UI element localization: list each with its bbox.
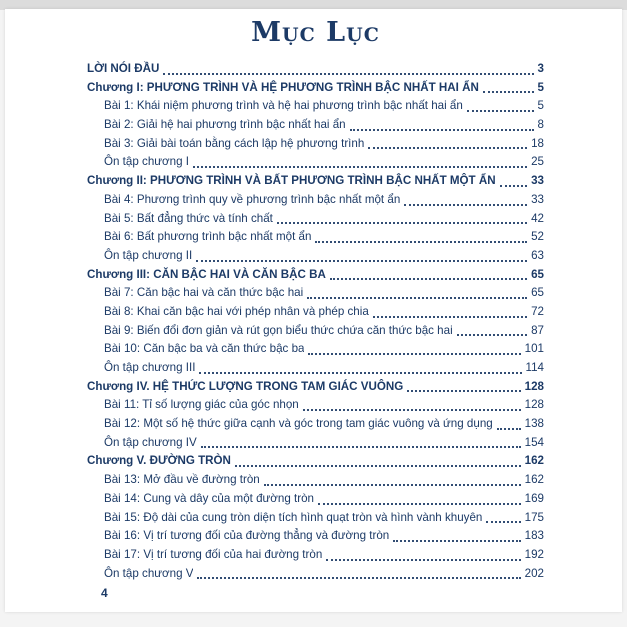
toc-list bbox=[87, 60, 544, 583]
toc-entry-page: 162 bbox=[524, 473, 544, 487]
dot-leader bbox=[196, 260, 527, 262]
toc-entry bbox=[87, 378, 544, 397]
toc-entry-label: Chương III: CĂN BẬC HAI VÀ CĂN BẬC BA bbox=[87, 267, 326, 281]
toc-entry bbox=[87, 359, 544, 378]
toc-entry-page: 175 bbox=[524, 510, 544, 524]
dot-leader bbox=[368, 147, 527, 149]
toc-entry-page: 8 bbox=[537, 118, 544, 132]
dot-leader bbox=[467, 110, 534, 112]
toc-entry bbox=[87, 247, 544, 266]
toc-entry bbox=[87, 471, 544, 490]
toc-entry bbox=[87, 565, 544, 584]
toc-entry-label: LỜI NÓI ĐẦU bbox=[87, 62, 160, 75]
toc-entry-page: 42 bbox=[531, 211, 544, 225]
toc-entry-label: Bài 15: Độ dài của cung tròn diện tích hình quạt tròn và hình vành khuyên bbox=[104, 510, 483, 524]
toc-entry-page: 52 bbox=[531, 230, 544, 244]
toc-entry-label: Ôn tập chương I bbox=[104, 155, 189, 169]
dot-leader bbox=[486, 521, 520, 523]
toc-entry bbox=[87, 434, 544, 453]
toc-entry bbox=[87, 79, 544, 98]
toc-entry-page: 138 bbox=[524, 417, 544, 431]
toc-entry-label: Chương II: PHƯƠNG TRÌNH VÀ BẤT PHƯƠNG TRÌNH BẬC NHẤT MỘT ẨN bbox=[87, 174, 496, 188]
toc-entry bbox=[87, 60, 544, 79]
toc-entry bbox=[87, 452, 544, 471]
toc-entry-label: Bài 11: Tỉ số lượng giác của góc nhọn bbox=[104, 398, 299, 412]
toc-entry bbox=[87, 116, 544, 135]
toc-entry-page: 154 bbox=[524, 435, 544, 449]
dot-leader bbox=[373, 316, 527, 318]
toc-entry bbox=[87, 509, 544, 528]
toc-entry-label: Bài 4: Phương trình quy về phương trình bậc nhất một ẩn bbox=[104, 192, 401, 206]
toc-entry-label: Bài 1: Khái niệm phương trình và hệ hai phương trình bậc nhất hai ẩn bbox=[104, 99, 463, 113]
dot-leader bbox=[197, 577, 520, 579]
toc-entry-page: 65 bbox=[531, 267, 544, 281]
toc-entry-label: Bài 6: Bất phương trình bậc nhất một ẩn bbox=[104, 230, 312, 244]
toc-entry bbox=[87, 172, 544, 191]
dot-leader bbox=[393, 540, 520, 542]
toc-entry-label: Bài 2: Giải hệ hai phương trình bậc nhất hai ẩn bbox=[104, 118, 346, 132]
dot-leader bbox=[315, 241, 527, 243]
page-number: 4 bbox=[101, 586, 108, 600]
toc-entry-page: 202 bbox=[524, 566, 544, 580]
toc-entry-page: 63 bbox=[531, 248, 544, 262]
dot-leader bbox=[277, 222, 527, 224]
toc-entry bbox=[87, 191, 544, 210]
toc-entry-label: Ôn tập chương III bbox=[104, 361, 196, 374]
toc-entry bbox=[87, 284, 544, 303]
toc-entry-page: 72 bbox=[531, 304, 544, 318]
toc-entry-label: Bài 8: Khai căn bậc hai với phép nhân và phép chia bbox=[104, 304, 369, 318]
toc-entry-label: Bài 13: Mở đầu về đường tròn bbox=[104, 473, 260, 487]
dot-leader bbox=[326, 559, 520, 561]
toc-entry bbox=[87, 135, 544, 154]
dot-leader bbox=[404, 204, 527, 206]
dot-leader bbox=[330, 278, 527, 280]
toc-entry bbox=[87, 266, 544, 285]
toc-entry bbox=[87, 228, 544, 247]
toc-entry bbox=[87, 415, 544, 434]
toc-entry-label: Bài 17: Vị trí tương đối của hai đường tròn bbox=[104, 547, 323, 561]
toc-entry-page: 101 bbox=[524, 342, 544, 356]
toc-entry-page: 169 bbox=[524, 491, 544, 505]
toc-entry-label: Bài 7: Căn bậc hai và căn thức bậc hai bbox=[104, 286, 304, 300]
toc-entry-page: 25 bbox=[531, 155, 544, 169]
dot-leader bbox=[350, 129, 534, 131]
toc-entry bbox=[87, 153, 544, 172]
toc-entry-label: Chương IV. HỆ THỨC LƯỢNG TRONG TAM GIÁC VUÔNG bbox=[87, 379, 404, 393]
page-title: Mục Lục bbox=[251, 17, 380, 48]
dot-leader bbox=[308, 353, 520, 355]
dot-leader bbox=[318, 503, 521, 505]
toc-entry-label: Ôn tập chương V bbox=[104, 566, 194, 580]
dot-leader bbox=[307, 297, 527, 299]
dot-leader bbox=[497, 428, 521, 430]
toc-entry-label: Chương I: PHƯƠNG TRÌNH VÀ HỆ PHƯƠNG TRÌNH BẬC NHẤT HAI ẨN bbox=[87, 80, 479, 94]
dot-leader bbox=[264, 484, 521, 486]
dot-leader bbox=[201, 446, 521, 448]
toc-entry-page: 65 bbox=[531, 286, 544, 300]
toc-entry-label: Bài 12: Một số hệ thức giữa cạnh và góc trong tam giác vuông và ứng dụng bbox=[104, 417, 493, 431]
toc-entry bbox=[87, 303, 544, 322]
toc-entry-page: 162 bbox=[524, 454, 544, 468]
dot-leader bbox=[163, 73, 533, 75]
toc-entry bbox=[87, 490, 544, 509]
toc-entry-page: 128 bbox=[524, 379, 544, 393]
toc-page bbox=[5, 9, 622, 612]
toc-entry-page: 183 bbox=[524, 529, 544, 543]
toc-entry-label: Chương V. ĐƯỜNG TRÒN bbox=[87, 454, 231, 468]
dot-leader bbox=[199, 372, 521, 374]
toc-entry-page: 33 bbox=[531, 174, 544, 188]
toc-entry-label: Bài 16: Vị trí tương đối của đường thẳng và đường tròn bbox=[104, 529, 390, 543]
dot-leader bbox=[500, 185, 527, 187]
toc-entry-page: 87 bbox=[531, 323, 544, 337]
toc-entry-page: 128 bbox=[524, 398, 544, 412]
dot-leader bbox=[407, 390, 520, 392]
toc-entry-page: 18 bbox=[531, 136, 544, 150]
toc-entry-page: 5 bbox=[537, 80, 544, 94]
toc-entry bbox=[87, 396, 544, 415]
toc-entry-label: Bài 14: Cung và dây của một đường tròn bbox=[104, 491, 315, 505]
toc-entry-label: Ôn tập chương II bbox=[104, 248, 193, 262]
toc-entry-label: Bài 9: Biến đổi đơn giản và rút gọn biểu thức chứa căn thức bậc hai bbox=[104, 323, 453, 337]
dot-leader bbox=[483, 91, 534, 93]
toc-entry-page: 192 bbox=[524, 547, 544, 561]
dot-leader bbox=[303, 409, 521, 411]
toc-entry-page: 33 bbox=[531, 192, 544, 206]
toc-entry-page: 3 bbox=[537, 62, 544, 75]
toc-entry-label: Bài 3: Giải bài toán bằng cách lập hệ phương trình bbox=[104, 136, 365, 150]
dot-leader bbox=[193, 166, 527, 168]
toc-entry-label: Bài 5: Bất đẳng thức và tính chất bbox=[104, 211, 273, 225]
toc-entry-page: 114 bbox=[525, 361, 544, 374]
dot-leader bbox=[457, 334, 527, 336]
toc-entry bbox=[87, 546, 544, 565]
toc-entry-page: 5 bbox=[537, 99, 544, 113]
toc-entry bbox=[87, 527, 544, 546]
toc-entry bbox=[87, 97, 544, 116]
toc-entry bbox=[87, 340, 544, 359]
toc-entry bbox=[87, 210, 544, 229]
toc-entry-label: Ôn tập chương IV bbox=[104, 435, 197, 449]
toc-entry bbox=[87, 322, 544, 341]
toc-entry-label: Bài 10: Căn bậc ba và căn thức bậc ba bbox=[104, 342, 305, 356]
dot-leader bbox=[235, 465, 521, 467]
